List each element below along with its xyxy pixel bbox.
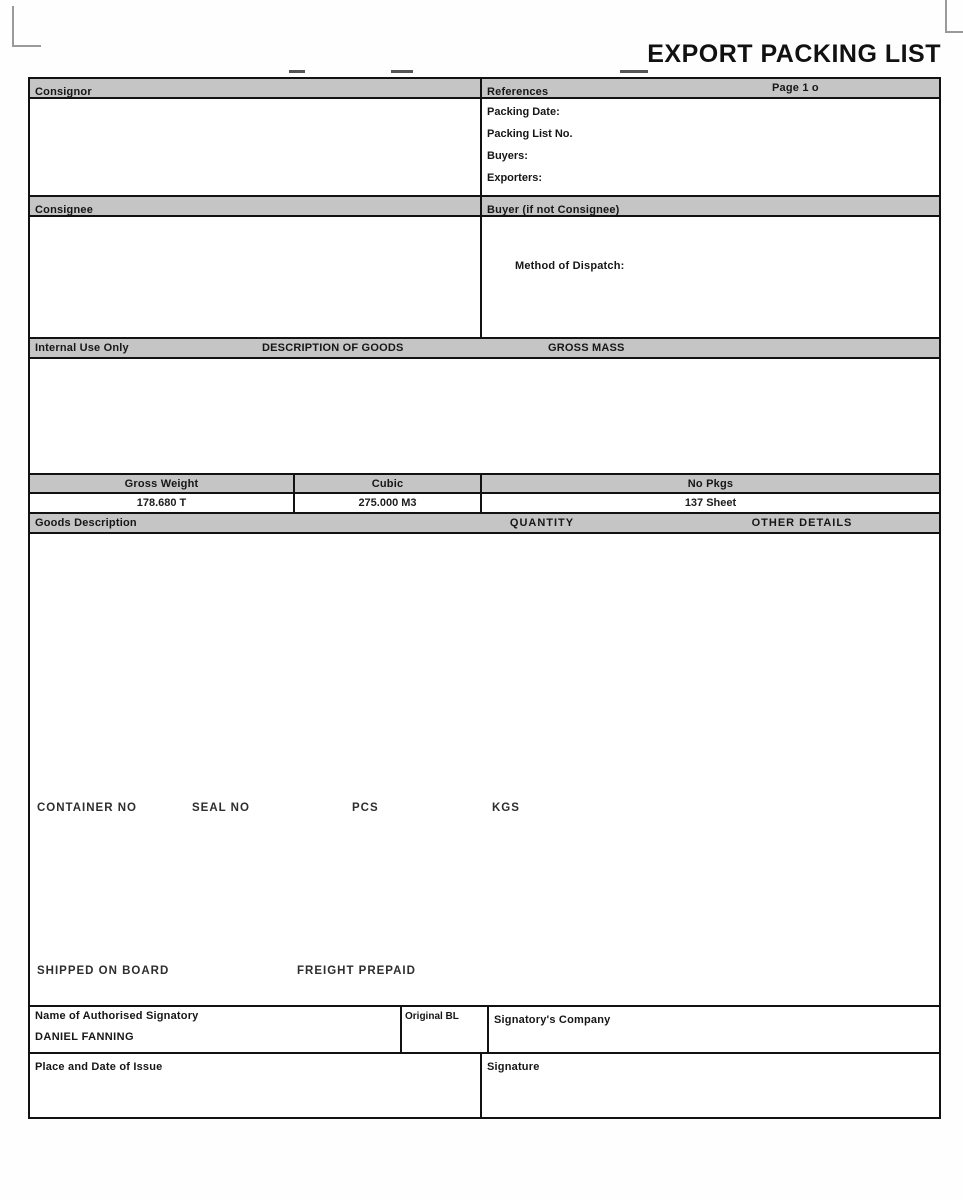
authorised-signatory-label: Name of Authorised Signatory bbox=[35, 1010, 199, 1022]
packing-list-form bbox=[28, 77, 941, 1119]
description-input-area bbox=[30, 359, 939, 475]
other-details-label: OTHER DETAILS bbox=[751, 517, 853, 529]
references-fields bbox=[482, 99, 939, 195]
header-band-row bbox=[30, 79, 939, 99]
authorised-signatory-cell bbox=[30, 1007, 402, 1052]
cubic-header-cell bbox=[295, 475, 482, 492]
goods-content-row bbox=[30, 534, 939, 1007]
freight-prepaid-label: FREIGHT PREPAID bbox=[297, 965, 416, 977]
no-pkgs-value-cell bbox=[482, 494, 939, 512]
internal-use-only-label: Internal Use Only bbox=[35, 342, 129, 354]
pcs-label: PCS bbox=[352, 802, 379, 814]
buyers-label: Buyers: bbox=[487, 150, 528, 162]
description-box bbox=[30, 359, 939, 473]
signature-label: Signature bbox=[487, 1061, 540, 1073]
totals-values-row bbox=[30, 494, 939, 514]
signatory-company-label: Signatory's Company bbox=[494, 1014, 611, 1026]
original-bl-cell bbox=[402, 1007, 489, 1052]
seal-no-label: SEAL NO bbox=[192, 802, 250, 814]
shipped-on-board-label: SHIPPED ON BOARD bbox=[37, 965, 170, 977]
no-pkgs-header-cell bbox=[482, 475, 939, 492]
consignor-input-area bbox=[30, 99, 482, 195]
totals-header-row bbox=[30, 475, 939, 494]
original-bl-label: Original BL bbox=[405, 1011, 459, 1022]
consignee-header-cell bbox=[30, 197, 482, 215]
no-pkgs-value: 137 Sheet bbox=[684, 497, 737, 509]
consignor-content-row bbox=[30, 99, 939, 197]
crop-mark-top-left-icon bbox=[12, 6, 41, 47]
signatory-company-cell bbox=[489, 1007, 939, 1052]
description-band-row bbox=[30, 339, 939, 359]
consignor-label: Consignor bbox=[35, 86, 92, 98]
references-header-cell bbox=[482, 79, 939, 97]
signatory-row bbox=[30, 1007, 939, 1054]
gross-weight-value-cell bbox=[30, 494, 295, 512]
page-number-label: Page 1 o bbox=[772, 82, 819, 94]
authorised-signatory-name: DANIEL FANNING bbox=[35, 1031, 134, 1043]
cubic-value-cell bbox=[295, 494, 482, 512]
page-title: EXPORT PACKING LIST bbox=[647, 40, 941, 68]
gross-weight-label: Gross Weight bbox=[124, 477, 199, 490]
no-pkgs-label: No Pkgs bbox=[687, 477, 734, 490]
scan-artifact bbox=[620, 70, 648, 73]
packing-date-label: Packing Date: bbox=[487, 106, 560, 118]
consignor-header-cell bbox=[30, 79, 482, 97]
crop-mark-top-right-icon bbox=[945, 0, 963, 33]
scan-artifact bbox=[391, 70, 413, 73]
consignee-input-area bbox=[30, 217, 482, 337]
signature-cell bbox=[482, 1054, 939, 1117]
gross-weight-header-cell bbox=[30, 475, 295, 492]
goods-description-label: Goods Description bbox=[35, 517, 137, 529]
cubic-value: 275.000 M3 bbox=[358, 497, 417, 509]
consignee-label: Consignee bbox=[35, 204, 94, 216]
kgs-label: KGS bbox=[492, 802, 520, 814]
quantity-label: QUANTITY bbox=[509, 517, 575, 529]
place-date-cell bbox=[30, 1054, 482, 1117]
description-of-goods-label: DESCRIPTION OF GOODS bbox=[262, 342, 404, 354]
parties-content-row bbox=[30, 217, 939, 339]
container-no-label: CONTAINER NO bbox=[37, 802, 137, 814]
place-date-label: Place and Date of Issue bbox=[35, 1061, 163, 1073]
gross-weight-value: 178.680 T bbox=[136, 497, 187, 509]
references-label: References bbox=[487, 86, 549, 98]
goods-band-cell bbox=[30, 514, 939, 532]
exporters-label: Exporters: bbox=[487, 172, 543, 184]
buyer-label: Buyer (if not Consignee) bbox=[487, 204, 620, 216]
goods-input-area bbox=[30, 534, 939, 1005]
place-date-row bbox=[30, 1054, 939, 1117]
parties-band-row bbox=[30, 197, 939, 217]
buyer-header-cell bbox=[482, 197, 939, 215]
description-band-cell bbox=[30, 339, 939, 357]
gross-mass-label: GROSS MASS bbox=[548, 342, 625, 354]
goods-band-row bbox=[30, 514, 939, 534]
scan-artifact bbox=[289, 70, 305, 73]
cubic-label: Cubic bbox=[371, 477, 404, 490]
packing-list-no-label: Packing List No. bbox=[487, 128, 573, 140]
method-of-dispatch-label: Method of Dispatch: bbox=[515, 260, 625, 272]
buyer-input-area bbox=[482, 217, 939, 337]
